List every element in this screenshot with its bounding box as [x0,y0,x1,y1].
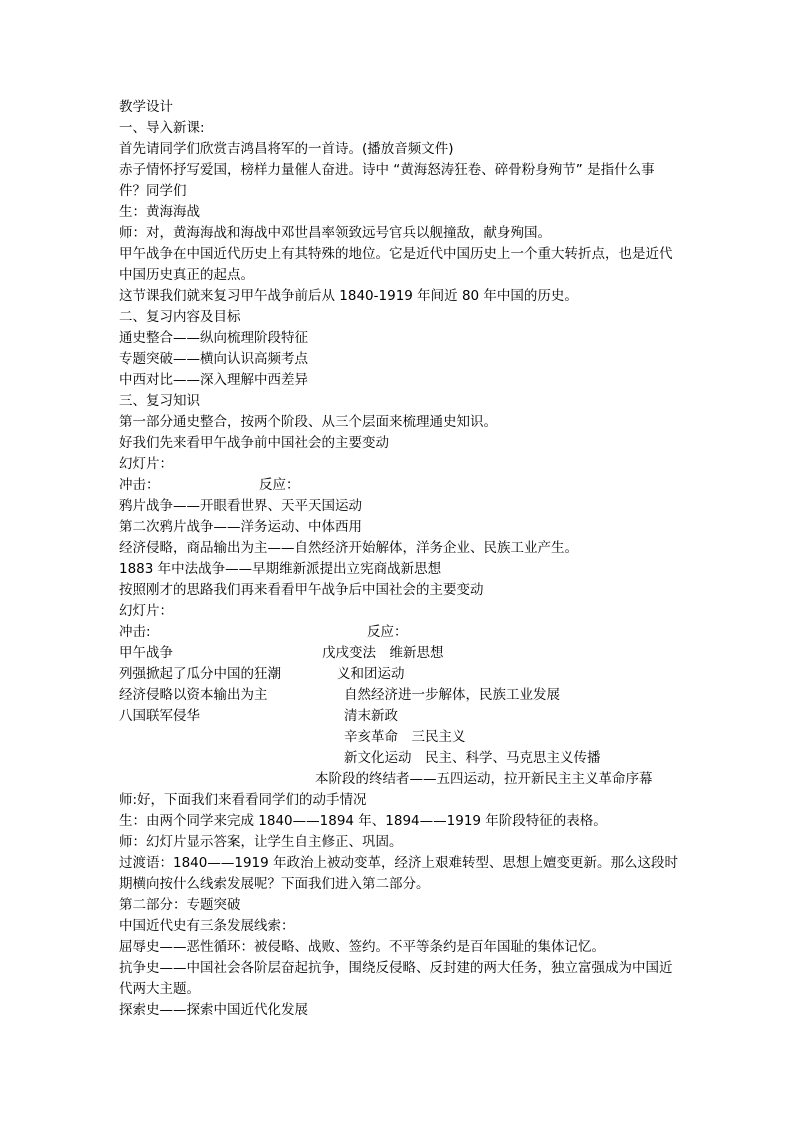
slide-1-row: 经济侵略，商品输出为主——自然经济开始解体，洋务企业、民族工业产生。 [119,540,578,556]
paragraph: 赤子情怀抒写爱国，榜样力量催人奋进。诗中 “黄海怒涛狂卷、碎骨粉身殉节” 是指什么事件？同学们 [119,162,655,199]
impact-cell: 八国联军侵华 [119,708,200,724]
paragraph: 探索史——探索中国近代化发展 [119,1002,308,1018]
slide-2-row [119,748,679,769]
response-cell: 新文化运动 民主、科学、马克思主义传播 [344,750,601,766]
impact-header: 冲击： [119,477,160,493]
document-page [119,97,679,1021]
section-3-heading: 三、复习知识 [119,393,200,409]
slide-2-row [119,706,679,727]
slide-2-row [119,643,679,664]
doc-title: 教学设计 [119,99,173,115]
list-item: 通史整合——纵向梳理阶段特征 [119,330,308,346]
paragraph: 抗争史——中国社会各阶层奋起抗争，围绕反侵略、反封建的两大任务，独立富强成为中国近代两大主题。 [119,960,673,997]
response-cell: 辛亥革命 三民主义 [344,729,466,745]
slide-label: 幻灯片： [119,456,173,472]
slide-2-row [119,727,679,748]
section-1-heading: 一、导入新课: [119,120,205,136]
section-2-heading: 二、复习内容及目标 [119,309,241,325]
paragraph: 首先请同学们欣赏吉鸿昌将军的一首诗。(播放音频文件) [119,141,454,157]
slide-2-row [119,664,679,685]
impact-cell: 经济侵略以资本输出为主 [119,687,268,703]
impact-cell: 列强掀起了瓜分中国的狂潮 [119,666,281,682]
paragraph: 生：由两个同学来完成 1840——1894 年、1894——1919 年阶段特征的表格。 [119,813,607,829]
response-cell: 义和团运动 [337,666,405,682]
paragraph: 甲午战争在中国近代历史上有其特殊的地位。它是近代中国历史上一个重大转折点，也是近代中国历史真正的起点。 [119,246,673,283]
slide-2-row [119,769,679,790]
response-header: 反应： [367,624,408,640]
impact-cell: 甲午战争 [119,645,173,661]
list-item: 中西对比——深入理解中西差异 [119,372,308,388]
slide-label: 幻灯片： [119,603,173,619]
paragraph: 中国近代史有三条发展线索： [119,918,295,934]
paragraph: 生：黄海海战 [119,204,200,220]
slide-1-row: 第二次鸦片战争——洋务运动、中体西用 [119,519,362,535]
paragraph: 过渡语：1840——1919 年政治上被动变革，经济上艰难转型、思想上嬗变更新。那么这段时期横向按什么线索发展呢？下面我们进入第二部分。 [119,855,679,892]
response-cell: 戊戌变法 维新思想 [322,645,444,661]
slide-1-header-row [119,475,679,496]
part-2-heading: 第二部分：专题突破 [119,897,241,913]
paragraph: 按照刚才的思路我们再来看看甲午战争后中国社会的主要变动 [119,582,484,598]
slide-2-header-row [119,622,679,643]
response-cell: 本阶段的终结者——五四运动，拉开新民主主义革命序幕 [315,771,653,787]
paragraph: 第一部分通史整合，按两个阶段、从三个层面来梳理通史知识。 [119,414,497,430]
response-header: 反应： [259,477,300,493]
response-cell: 清末新政 [344,708,398,724]
slide-1-row: 鸦片战争——开眼看世界、天平天国运动 [119,498,362,514]
list-item: 专题突破——横向认识高频考点 [119,351,308,367]
slide-1-row: 1883 年中法战争——早期维新派提出立宪商战新思想 [119,561,442,577]
paragraph: 师:好，下面我们来看看同学们的动手情况 [119,792,367,808]
slide-2-row [119,685,679,706]
impact-header: 冲击: [119,624,151,640]
paragraph: 好我们先来看甲午战争前中国社会的主要变动 [119,435,389,451]
paragraph: 师：幻灯片显示答案，让学生自主修正、巩固。 [119,834,403,850]
paragraph: 师：对，黄海海战和海战中邓世昌率领致远号官兵以舰撞敌，献身殉国。 [119,225,551,241]
paragraph: 这节课我们就来复习甲午战争前后从 1840-1919 年间近 80 年中国的历史。 [119,288,578,304]
response-cell: 自然经济进一步解体，民族工业发展 [344,687,560,703]
paragraph: 屈辱史——恶性循环：被侵略、战败、签约。不平等条约是百年国耻的集体记忆。 [119,939,605,955]
